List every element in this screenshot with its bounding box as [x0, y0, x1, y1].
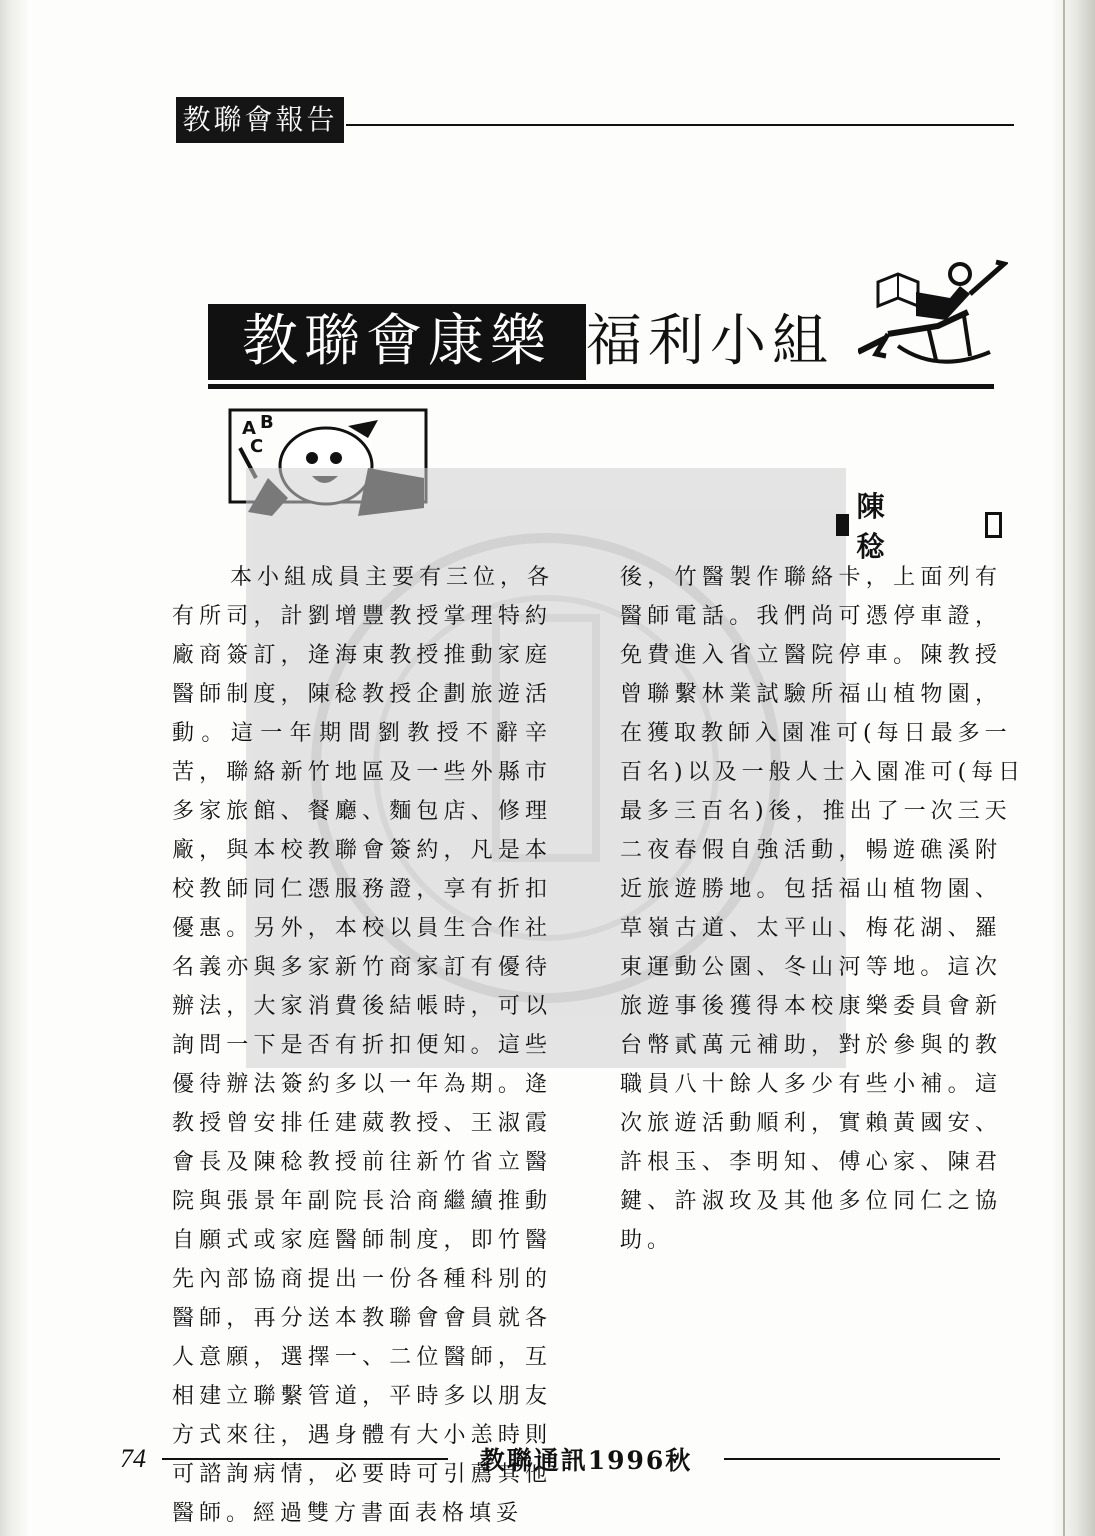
- text-line: 許根玉、李明知、傅心家、陳君: [620, 1150, 1002, 1175]
- page-edge-shadow: [1063, 0, 1065, 1536]
- section-label: 教聯會報告: [176, 97, 344, 143]
- text-line: 次旅遊活動順利，實賴黃國安、: [620, 1111, 1002, 1136]
- text-line: 醫師制度，陳稔教授企劃旅遊活: [172, 682, 552, 707]
- footer-rule-left: [162, 1458, 448, 1460]
- text-line: 先內部協商提出一份各種科別的: [172, 1267, 552, 1292]
- empty-square-icon: [985, 512, 1002, 538]
- filled-square-icon: [836, 514, 849, 536]
- text-line: 免費進入省立醫院停車。陳教授: [620, 643, 1002, 668]
- text-line: 職員八十餘人多少有些小補。這: [620, 1072, 1002, 1097]
- text-line: 相建立聯繫管道，平時多以朋友: [172, 1384, 552, 1409]
- author-name: 陳 稔: [856, 490, 977, 563]
- text-line: 東運動公園、冬山河等地。這次: [620, 955, 1002, 980]
- article-title-highlight: 教聯會康樂: [208, 304, 586, 380]
- text-line: 辦法，大家消費後結帳時，可以: [172, 994, 552, 1019]
- text-line: 鍵、許淑玫及其他多位同仁之協: [620, 1189, 1002, 1214]
- text-line: 曾聯繫林業試驗所福山植物園，: [620, 682, 1002, 707]
- text-line: 苦，聯絡新竹地區及一些外縣市: [172, 760, 552, 785]
- text-line: 醫師，再分送本教聯會會員就各: [172, 1306, 552, 1331]
- svg-text:B: B: [260, 412, 274, 433]
- text-line: 本小組成員主要有三位，各: [230, 565, 555, 590]
- section-rule: [346, 124, 1014, 126]
- author-byline: [836, 490, 1002, 563]
- text-line: 後，竹醫製作聯絡卡，上面列有: [620, 565, 1002, 590]
- text-line: 自願式或家庭醫師制度，即竹醫: [172, 1228, 552, 1253]
- text-line: 助。: [620, 1228, 675, 1253]
- text-line: 優惠。另外，本校以員生合作社: [172, 916, 552, 941]
- svg-text:A: A: [242, 418, 256, 439]
- text-line: 會長及陳稔教授前往新竹省立醫: [172, 1150, 552, 1175]
- text-line: 近旅遊勝地。包括福山植物園、: [620, 877, 1002, 902]
- text-line: 最多三百名)後，推出了一次三天: [620, 799, 1012, 824]
- text-line: 動。這一年期間劉教授不辭辛: [172, 721, 552, 746]
- text-line: 人意願，選擇一、二位醫師，互: [172, 1345, 552, 1370]
- text-line: 百名)以及一般人士入園准可(每日: [620, 760, 1026, 785]
- text-line: 台幣貳萬元補助，對於參與的教: [620, 1033, 1002, 1058]
- text-line: 多家旅館、餐廳、麵包店、修理: [172, 799, 552, 824]
- text-line: 廠商簽訂，逄海東教授推動家庭: [172, 643, 552, 668]
- publication-name: 教聯通訊1996秋: [479, 1446, 693, 1475]
- reader-in-rocking-chair-icon: [858, 256, 1008, 386]
- body-column-right: [620, 558, 1026, 1260]
- text-line: 廠，與本校教聯會簽約，凡是本: [172, 838, 552, 863]
- article-title-rest: 福利小組: [586, 309, 834, 374]
- page-edge-left: [0, 0, 28, 1536]
- text-line: 教授曾安排任建葳教授、王淑霞: [172, 1111, 552, 1136]
- text-line: 名義亦與多家新竹商家訂有優待: [172, 955, 552, 980]
- page-number: 74: [120, 1444, 146, 1473]
- text-line: 在獲取教師入園准可(每日最多一: [620, 721, 1012, 746]
- text-line: 二夜春假自強活動，暢遊礁溪附: [620, 838, 1002, 863]
- svg-text:C: C: [250, 436, 264, 457]
- text-line: 校教師同仁憑服務證，享有折扣: [172, 877, 552, 902]
- text-line: 院與張景年副院長洽商繼續推動: [172, 1189, 552, 1214]
- body-column-left: [172, 558, 555, 1533]
- footer-rule-right: [724, 1458, 1000, 1460]
- text-line: 可諮詢病情，必要時可引薦其他: [172, 1462, 552, 1487]
- text-line: 旅遊事後獲得本校康樂委員會新: [620, 994, 1002, 1019]
- text-line: 醫師。經過雙方書面表格填妥: [172, 1501, 524, 1526]
- text-line: 醫師電話。我們尚可憑停車證，: [620, 604, 1002, 629]
- text-line: 有所司，計劉增豐教授掌理特約: [172, 604, 552, 629]
- page-edge-right: [1053, 0, 1095, 1536]
- text-line: 優待辦法簽約多以一年為期。逄: [172, 1072, 552, 1097]
- text-line: 草嶺古道、太平山、梅花湖、羅: [620, 916, 1002, 941]
- text-line: 詢問一下是否有折扣便知。這些: [172, 1033, 552, 1058]
- text-line: 方式來往，遇身體有大小恙時則: [172, 1423, 552, 1448]
